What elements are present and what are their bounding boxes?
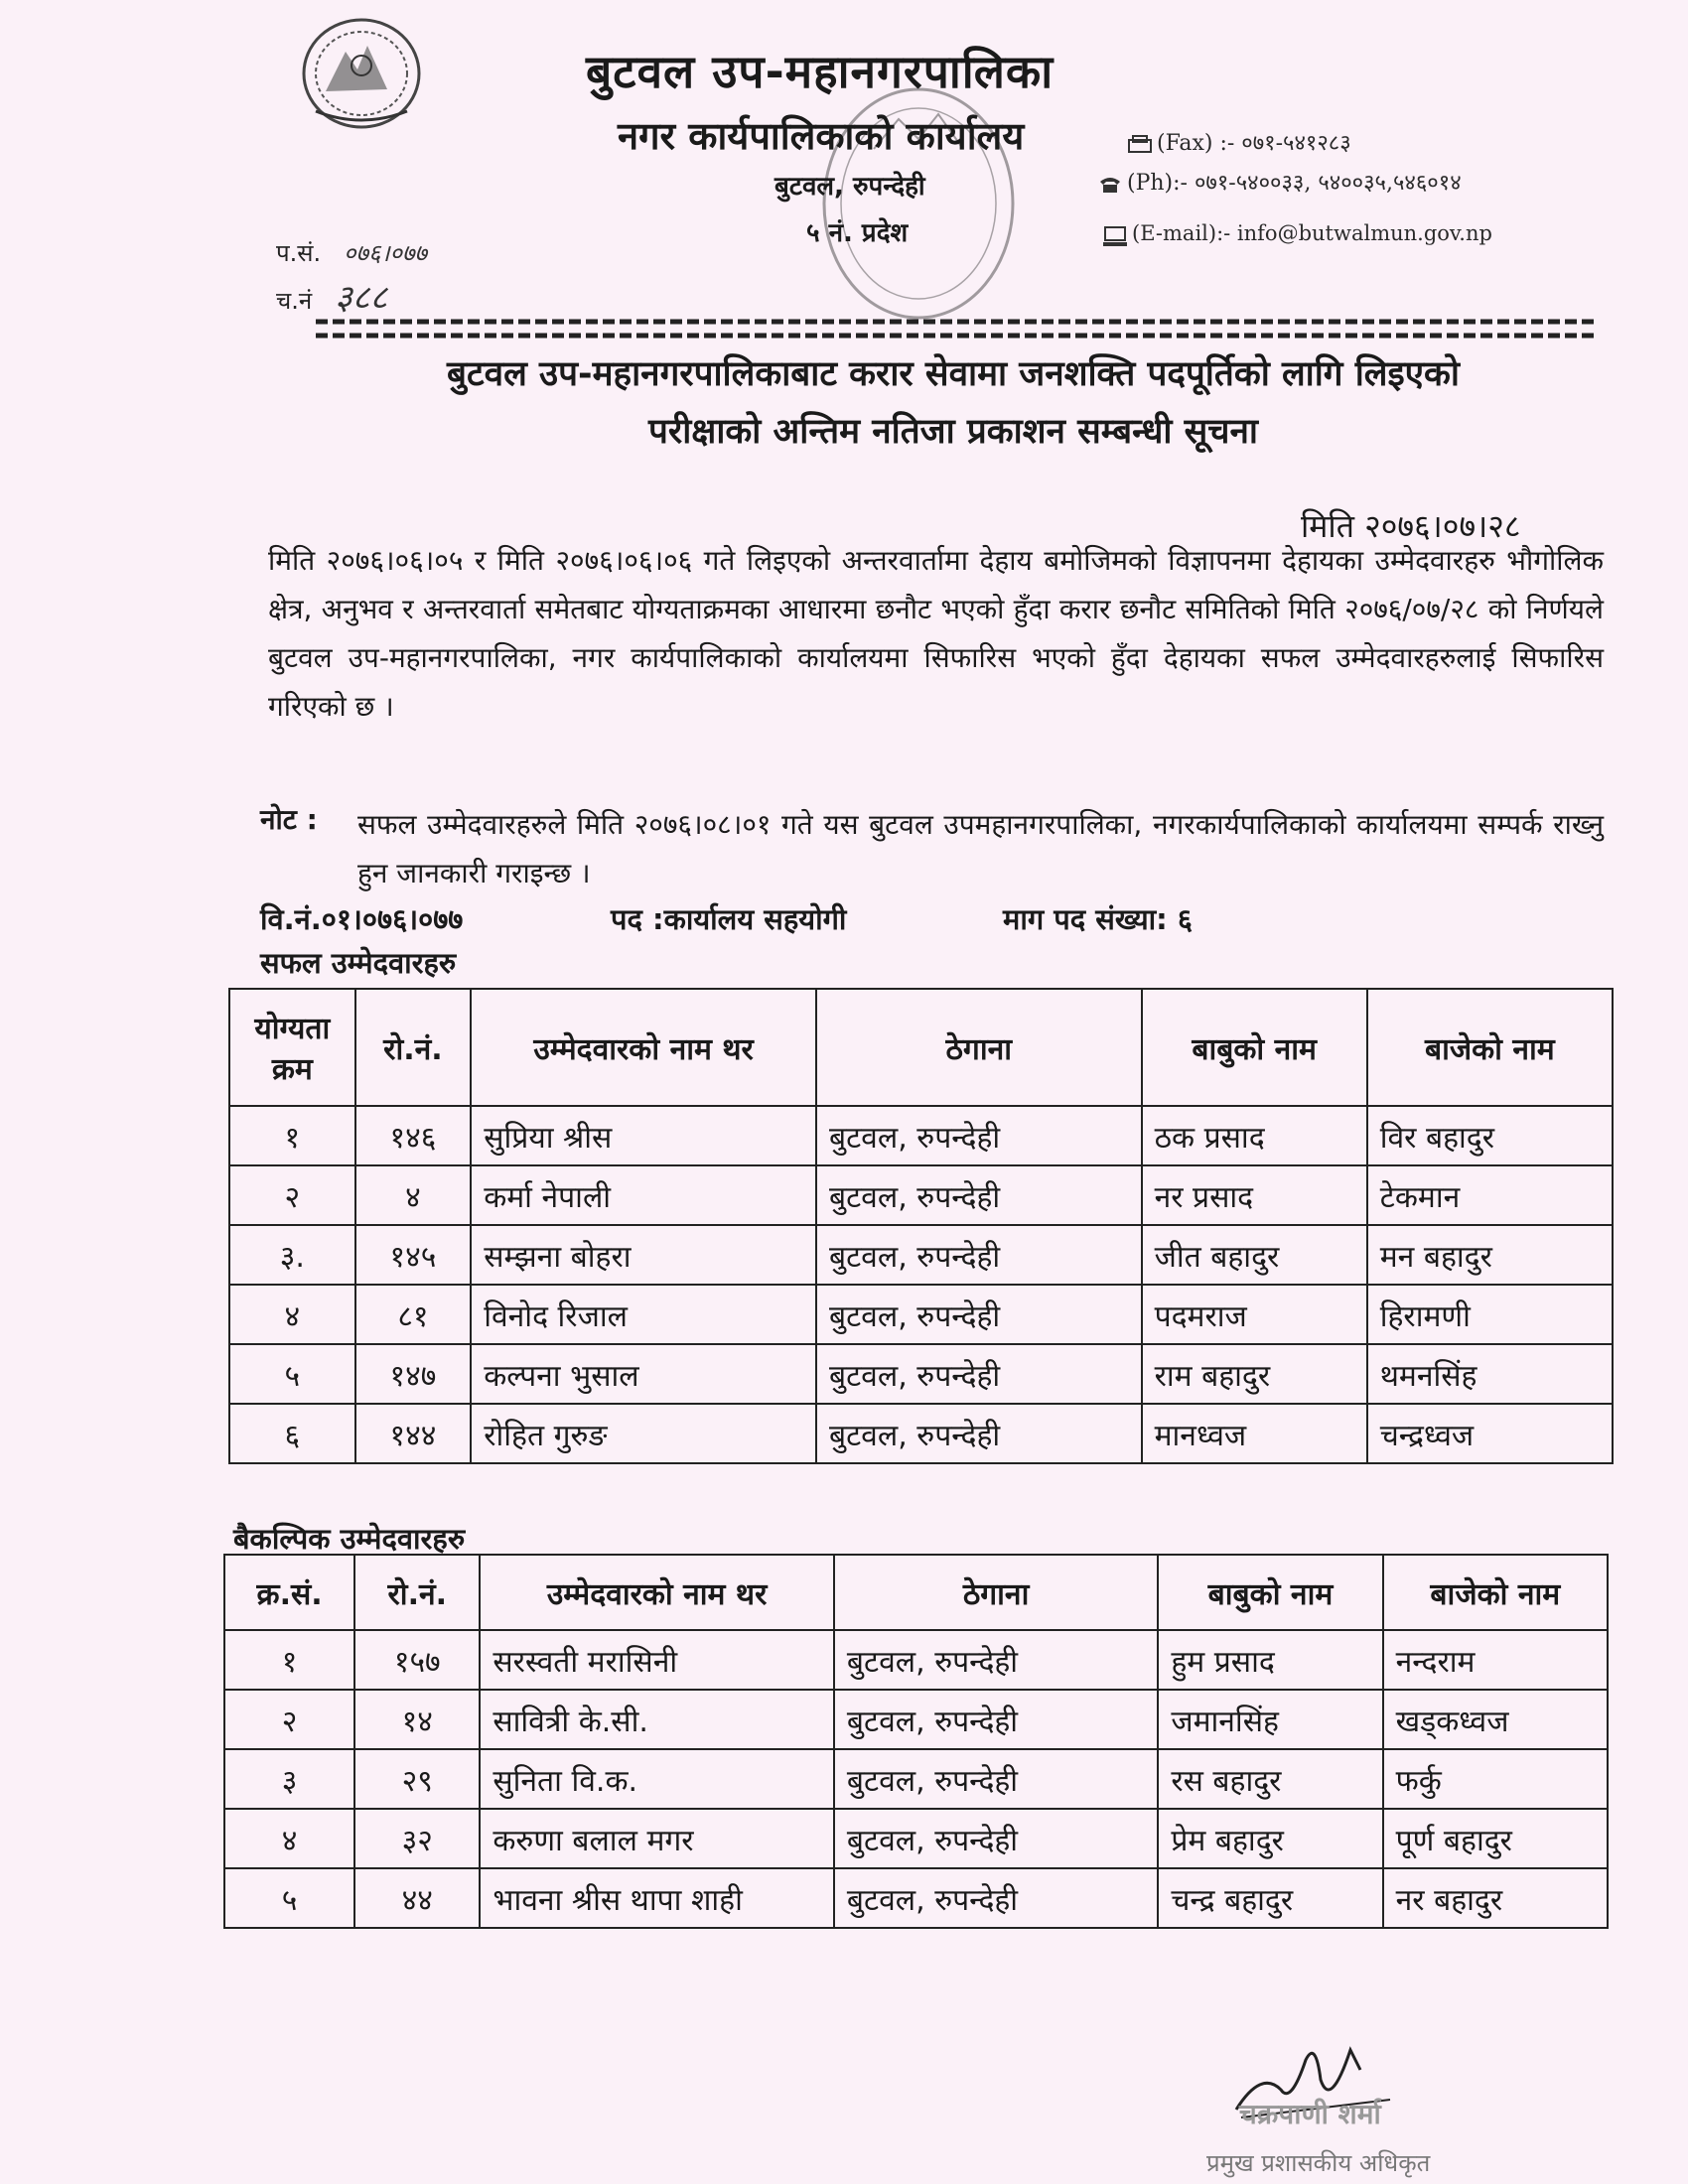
advert-demand: माग पद संख्या: ६	[1003, 902, 1193, 936]
cell-father: पदमराज	[1142, 1285, 1367, 1344]
table-row	[224, 1690, 1608, 1749]
cell-rank: ६	[229, 1404, 355, 1463]
table-row	[229, 1285, 1613, 1344]
cell-name: करुणा बलाल मगर	[480, 1809, 834, 1868]
cell-rank: ५	[229, 1344, 355, 1404]
cell-roll: १४७	[355, 1344, 472, 1404]
col-header-address: ठेगाना	[816, 989, 1142, 1106]
cell-rank: ३.	[229, 1225, 355, 1285]
cell-name: सुप्रिया श्रीस	[471, 1106, 816, 1165]
cell-rank: १	[224, 1630, 354, 1690]
cell-rank: १	[229, 1106, 355, 1165]
cell-rank: २	[224, 1690, 354, 1749]
cell-grandfather: मन बहादुर	[1367, 1225, 1613, 1285]
cell-address: बुटवल, रुपन्देही	[816, 1225, 1142, 1285]
office-subtitle: नगर कार्यपालिकाको कार्यालय	[618, 114, 1025, 158]
dispatch-number	[276, 273, 387, 319]
notice-title-line2: परीक्षाको अन्तिम नतिजा प्रकाशन सम्बन्धी सूचना	[648, 412, 1258, 452]
col-header-serial: क्र.सं.	[224, 1555, 354, 1630]
cell-rank: २	[229, 1165, 355, 1225]
cell-roll: १४५	[355, 1225, 472, 1285]
col-header-roll: रो.नं.	[354, 1555, 480, 1630]
col-header-father: बाबुको नाम	[1142, 989, 1367, 1106]
note-text: सफल उम्मेदवारहरुले मिति २०७६।०८।०१ गते यस बुटवल उपमहानगरपालिका, नगरकार्यपालिकाको कार्यालयमा सम्पर्क राख्नु हुन जानकारी गराइन्छ ।	[357, 808, 1604, 889]
header-divider	[316, 314, 1597, 343]
phone-text: (Ph):- ०७१-५४००३३, ५४००३५,५४६०१४	[1127, 171, 1462, 196]
cell-father: रस बहादुर	[1158, 1749, 1382, 1809]
cell-grandfather: हिरामणी	[1367, 1285, 1613, 1344]
cell-address: बुटवल, रुपन्देही	[834, 1630, 1158, 1690]
cell-name: सरस्वती मरासिनी	[480, 1630, 834, 1690]
cell-grandfather: चन्द्रध्वज	[1367, 1404, 1613, 1463]
cell-address: बुटवल, रुपन्देही	[834, 1690, 1158, 1749]
cell-rank: ४	[224, 1809, 354, 1868]
cell-roll: १४६	[355, 1106, 472, 1165]
table-row	[229, 1106, 1613, 1165]
cell-roll: २९	[354, 1749, 480, 1809]
cell-name: सुनिता वि.क.	[480, 1749, 834, 1809]
cell-address: बुटवल, रुपन्देही	[816, 1106, 1142, 1165]
notice-date: मिति २०७६।०७।२८	[1301, 507, 1521, 545]
table-row	[229, 1165, 1613, 1225]
cell-name: कल्पना भुसाल	[471, 1344, 816, 1404]
cell-roll: १४४	[355, 1404, 472, 1463]
cell-grandfather: नन्दराम	[1383, 1630, 1608, 1690]
fax-line	[1127, 127, 1351, 157]
successful-title: सफल उम्मेदवारहरु	[260, 946, 457, 980]
cell-father: हुम प्रसाद	[1158, 1630, 1382, 1690]
cell-grandfather: थमनसिंह	[1367, 1344, 1613, 1404]
cell-father: राम बहादुर	[1142, 1344, 1367, 1404]
government-emblem	[296, 12, 427, 133]
cell-roll: १५७	[354, 1630, 480, 1690]
municipality-title: बुटवल उप-महानगरपालिका	[586, 45, 1055, 98]
table-row	[224, 1630, 1608, 1690]
table-row	[229, 1344, 1613, 1404]
notice-title	[298, 345, 1609, 461]
cell-roll: ४	[355, 1165, 472, 1225]
email-line	[1102, 221, 1492, 245]
table-row	[229, 1225, 1613, 1285]
cell-address: बुटवल, रुपन्देही	[834, 1809, 1158, 1868]
cell-address: बुटवल, रुपन्देही	[834, 1868, 1158, 1928]
dispatch-value: ३८८	[335, 278, 388, 318]
col-header-name: उम्मेदवारको नाम थर	[480, 1555, 834, 1630]
cell-rank: ४	[229, 1285, 355, 1344]
notice-title-line1: बुटवल उप-महानगरपालिकाबाट करार सेवामा जनशक्ति पदपूर्तिको लागि लिइएको	[447, 354, 1460, 394]
cell-address: बुटवल, रुपन्देही	[834, 1749, 1158, 1809]
office-location: बुटवल, रुपन्देही	[774, 172, 925, 202]
table-row	[224, 1868, 1608, 1928]
cell-name: कर्मा नेपाली	[471, 1165, 816, 1225]
notice-body: मिति २०७६।०६।०५ र मिति २०७६।०६।०६ गते लिइएको अन्तरवार्तामा देहाय बमोजिमको विज्ञापनमा देहायका उम्मेदवारहरु भौगोलिक क्षेत्र, अनुभव र अन्तरवार्ता समेतबाट योग्यताक्रमका आधारमा छनौट भएको हुँदा करार छनौट समितिको मिति २०७६/०७/२८ को निर्णयले बुटवल उप-महानगरपालिका, नगर कार्यपालिकाको कार्यालयमा सिफारिस भएको हुँदा देहायका सफल उम्मेदवारहरुलाई सिफारिस गरिएको छ ।	[268, 544, 1604, 723]
successful-candidates-table	[228, 988, 1614, 1464]
fax-text: (Fax) :- ०७१-५४१२८३	[1157, 131, 1351, 156]
cell-name: भावना श्रीस थापा शाही	[480, 1868, 834, 1928]
col-header-rank: योग्यता क्रम	[229, 989, 355, 1106]
cell-address: बुटवल, रुपन्देही	[816, 1344, 1142, 1404]
cell-grandfather: फर्कु	[1383, 1749, 1608, 1809]
email-text: (E-mail):- info@butwalmun.gov.np	[1132, 221, 1492, 245]
phone-line	[1097, 167, 1462, 197]
advert-post: पद :कार्यालय सहयोगी	[611, 902, 847, 936]
table-header-row	[224, 1555, 1608, 1630]
cell-grandfather: टेकमान	[1367, 1165, 1613, 1225]
col-header-roll: रो.नं.	[355, 989, 472, 1106]
cell-name: विनोद रिजाल	[471, 1285, 816, 1344]
cell-name: सावित्री के.सी.	[480, 1690, 834, 1749]
note-label: नोट :	[260, 803, 318, 836]
cell-father: नर प्रसाद	[1142, 1165, 1367, 1225]
cell-father: चन्द्र बहादुर	[1158, 1868, 1382, 1928]
col-header-grandfather: बाजेको नाम	[1367, 989, 1613, 1106]
advert-number: वि.नं.०१।०७६।०७७	[260, 902, 464, 936]
cell-name: सम्झना बोहरा	[471, 1225, 816, 1285]
cell-roll: १४	[354, 1690, 480, 1749]
ref-value: ०७६।०७७	[344, 239, 427, 267]
col-header-grandfather: बाजेको नाम	[1383, 1555, 1608, 1630]
fax-icon	[1127, 134, 1153, 154]
col-header-address: ठेगाना	[834, 1555, 1158, 1630]
cell-father: ठक प्रसाद	[1142, 1106, 1367, 1165]
cell-father: जमानसिंह	[1158, 1690, 1382, 1749]
cell-father: जीत बहादुर	[1142, 1225, 1367, 1285]
cell-grandfather: विर बहादुर	[1367, 1106, 1613, 1165]
table-header-row	[229, 989, 1613, 1106]
reference-number	[276, 236, 427, 269]
computer-icon	[1102, 225, 1128, 245]
alternate-candidates-table	[223, 1554, 1609, 1929]
table-row	[229, 1404, 1613, 1463]
cell-father: प्रेम बहादुर	[1158, 1809, 1382, 1868]
cell-father: मानध्वज	[1142, 1404, 1367, 1463]
cell-roll: ३२	[354, 1809, 480, 1868]
col-header-name: उम्मेदवारको नाम थर	[471, 989, 816, 1106]
cell-grandfather: पूर्ण बहादुर	[1383, 1809, 1608, 1868]
cell-roll: ४४	[354, 1868, 480, 1928]
office-province: ५ नं. प्रदेश	[806, 218, 909, 248]
cell-grandfather: नर बहादुर	[1383, 1868, 1608, 1928]
cell-rank: ५	[224, 1868, 354, 1928]
cell-name: रोहित गुरुङ	[471, 1404, 816, 1463]
phone-icon	[1097, 174, 1123, 194]
alternate-title: बैकल्पिक उम्मेदवारहरु	[233, 1522, 466, 1556]
table-row	[224, 1749, 1608, 1809]
dispatch-label: च.नं	[276, 287, 313, 315]
cell-roll: ८१	[355, 1285, 472, 1344]
col-header-father: बाबुको नाम	[1158, 1555, 1382, 1630]
ref-label: प.सं.	[276, 239, 322, 267]
signatory-name: चक्रपाणी शर्मा	[1239, 2098, 1381, 2130]
cell-address: बुटवल, रुपन्देही	[816, 1165, 1142, 1225]
signatory-title: प्रमुख प्रशासकीय अधिकृत	[1206, 2149, 1431, 2177]
cell-address: बुटवल, रुपन्देही	[816, 1285, 1142, 1344]
cell-rank: ३	[224, 1749, 354, 1809]
table-row	[224, 1809, 1608, 1868]
cell-address: बुटवल, रुपन्देही	[816, 1404, 1142, 1463]
cell-grandfather: खड्कध्वज	[1383, 1690, 1608, 1749]
